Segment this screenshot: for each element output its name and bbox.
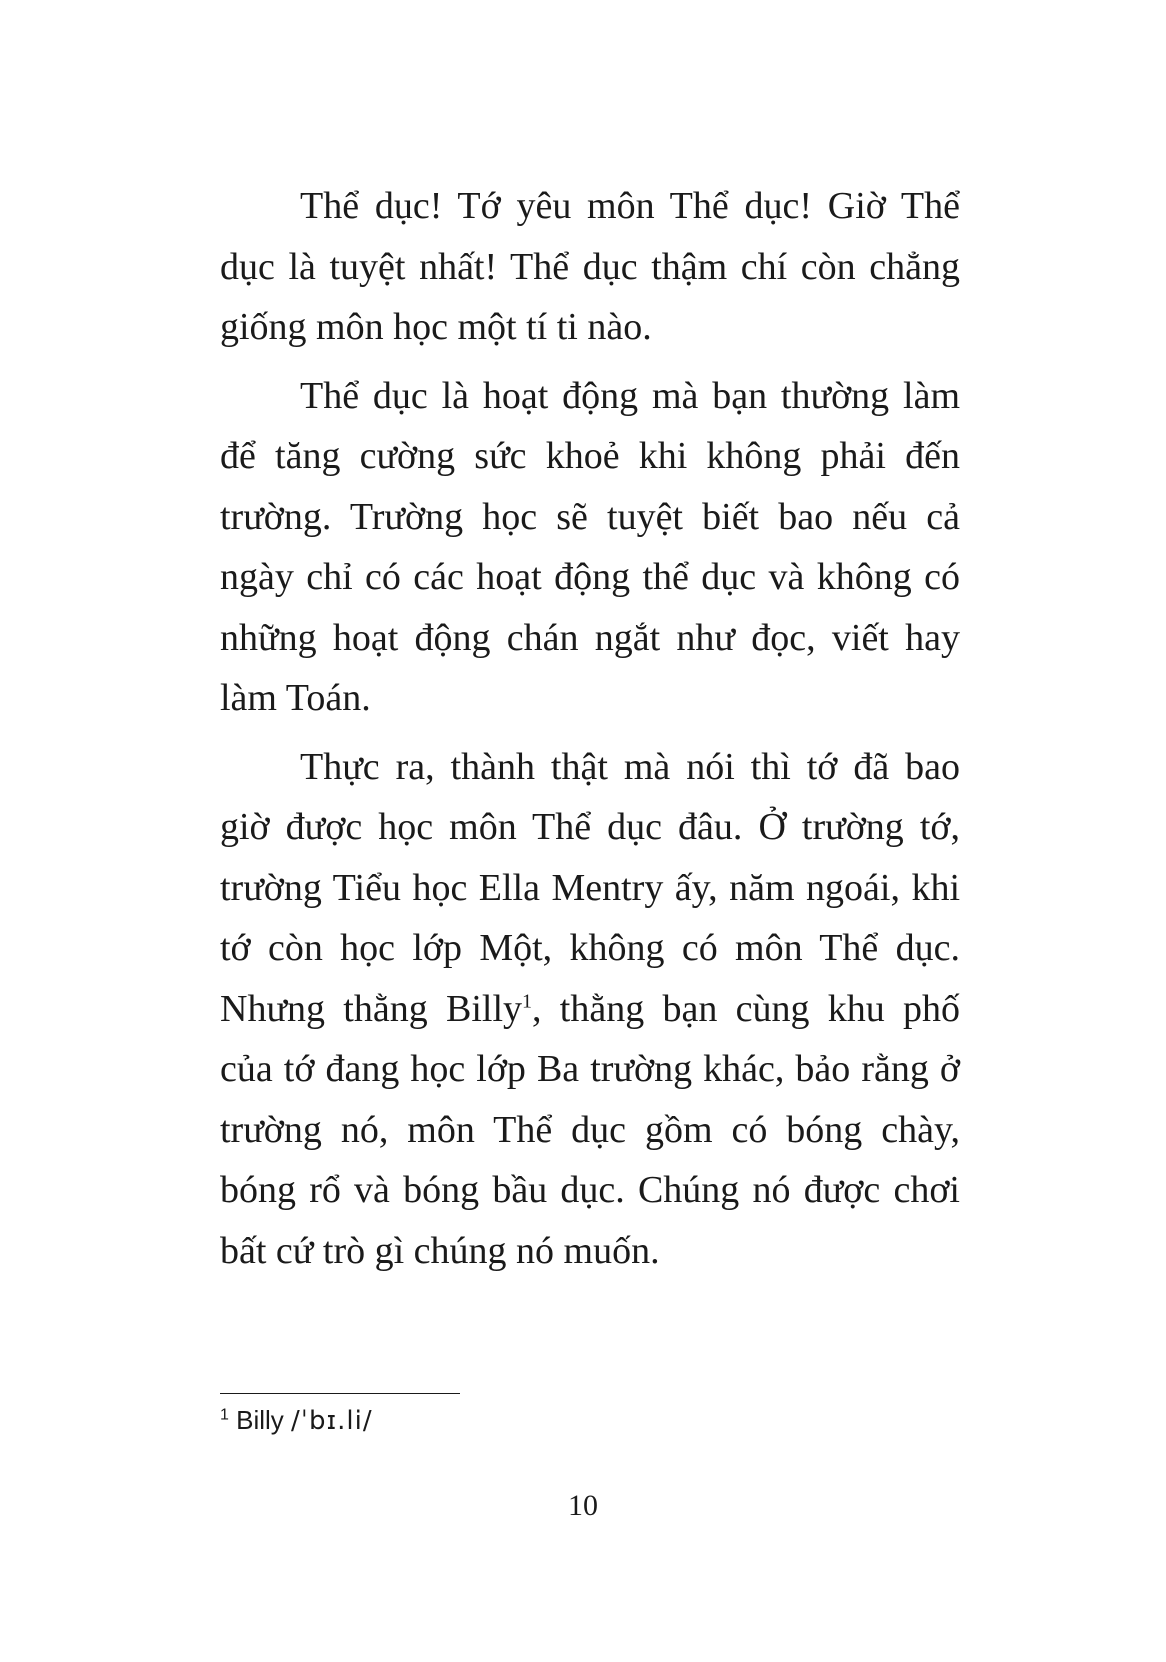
footnote-reference: 1 xyxy=(522,989,533,1012)
paragraph-3-part-2: , thằng bạn cùng khu phố của tớ đang học lớp Ba trường khác, bảo rằng ở trường nó, môn Thể dục gồm có bóng chày, bóng rổ và bóng bầu dục. Chúng nó được chơi bất cứ trò gì chúng nó muốn. xyxy=(220,987,960,1272)
footnote-term: Billy xyxy=(236,1405,284,1435)
footnote-pronunciation: /ˈbɪ.li/ xyxy=(291,1406,373,1436)
paragraph-1: Thể dục! Tớ yêu môn Thể dục! Giờ Thể dục là tuyệt nhất! Thể dục thậm chí còn chẳng giống môn học một tí ti nào. xyxy=(220,185,960,348)
paragraph-3 xyxy=(220,737,960,1282)
body-text xyxy=(220,176,960,1289)
page-number: 10 xyxy=(568,1489,598,1522)
footnote-number: 1 xyxy=(220,1406,229,1424)
paragraph-3-part-1: Thực ra, thành thật mà nói thì tớ đã bao giờ được học môn Thể dục đâu. Ở trường tớ, trường Tiểu học Ella Mentry ấy, năm ngoái, khi tớ còn học lớp Một, không có môn Thể dục. Nhưng thằng Billy xyxy=(220,745,960,1030)
paragraph-2: Thể dục là hoạt động mà bạn thường làm để tăng cường sức khoẻ khi không phải đến trường. Trường học sẽ tuyệt biết bao nếu cả ngày chỉ có các hoạt động thể dục và không có những hoạt động chán ngắt như đọc, viết hay làm Toán. xyxy=(220,374,960,719)
footnote-divider xyxy=(220,1393,460,1394)
footnote xyxy=(220,1400,720,1441)
